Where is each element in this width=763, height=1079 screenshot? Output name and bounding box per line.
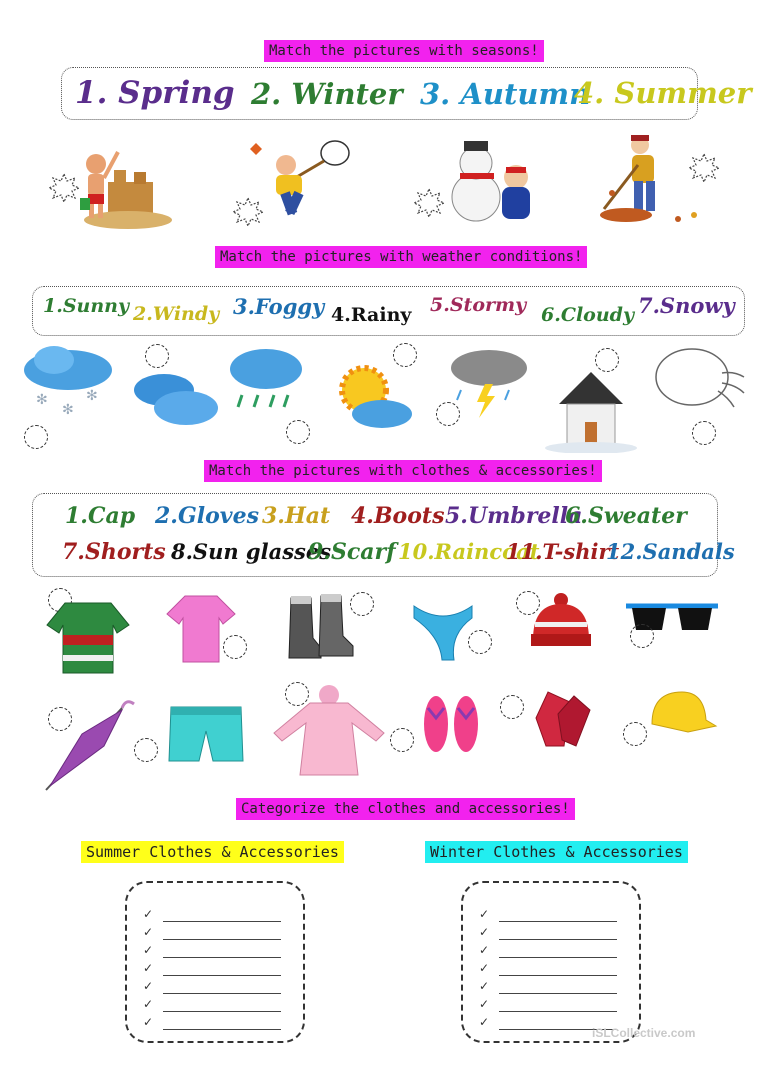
snow-cloud-picture <box>22 344 114 420</box>
clothes-word-6: 6.Sweater <box>565 503 687 529</box>
clothes-word-11: 11.T-shirt <box>506 539 620 564</box>
sandals-picture <box>420 692 482 754</box>
boots-picture <box>285 592 357 660</box>
check-icon: ✓ <box>479 907 490 921</box>
answer-circle-c11[interactable] <box>500 695 524 719</box>
check-icon: ✓ <box>143 907 154 921</box>
weather-word-2: 2.Windy <box>133 303 220 325</box>
clouds-picture <box>130 370 220 428</box>
winter-answer-box <box>461 881 641 1043</box>
answer-circle-w7[interactable] <box>692 421 716 445</box>
answer-circle-w4[interactable] <box>393 343 417 367</box>
clothes-header: Match the pictures with clothes & accessories! <box>204 460 602 482</box>
weather-word-1: 1.Sunny <box>43 295 130 317</box>
clothes-word-10: 10.Raincoat <box>398 539 540 564</box>
summer-line-2[interactable] <box>143 925 281 940</box>
storm-cloud-picture <box>447 346 529 420</box>
summer-line-6[interactable] <box>143 997 281 1012</box>
umbrella-picture <box>42 698 140 794</box>
season-word-2: 2. Winter <box>251 77 403 111</box>
clothes-word-2: 2.Gloves <box>155 503 259 529</box>
check-icon: ✓ <box>479 943 490 957</box>
check-icon: ✓ <box>143 997 154 1011</box>
clothes-word-1: 1.Cap <box>65 503 136 529</box>
answer-circle-c6[interactable] <box>630 624 654 648</box>
snowman-child-picture <box>450 137 545 227</box>
answer-circle-w1[interactable] <box>24 425 48 449</box>
shorts-picture <box>167 703 245 767</box>
winter-line-4[interactable] <box>479 961 617 976</box>
check-icon: ✓ <box>143 943 154 957</box>
check-icon: ✓ <box>479 961 490 975</box>
beach-boy-sandcastle-picture <box>78 142 173 230</box>
check-icon: ✓ <box>143 961 154 975</box>
scarf-picture <box>410 598 476 664</box>
answer-circle-c10[interactable] <box>390 728 414 752</box>
categorize-header: Categorize the clothes and accessories! <box>236 798 575 820</box>
weather-word-4: 4.Rainy <box>331 304 412 326</box>
summer-line-5[interactable] <box>143 979 281 994</box>
summer-line-1[interactable] <box>143 907 281 922</box>
snowy-house-picture <box>545 368 637 453</box>
clothes-word-9: 9.Scarf <box>308 539 396 565</box>
seasons-header: Match the pictures with seasons! <box>264 40 544 62</box>
check-icon: ✓ <box>479 1015 490 1029</box>
answer-star-3[interactable] <box>413 187 445 219</box>
winter-line-3[interactable] <box>479 943 617 958</box>
clothes-word-7: 7.Shorts <box>62 539 166 565</box>
watermark: iSLCollective.com <box>592 1026 696 1040</box>
answer-star-2[interactable] <box>232 196 264 228</box>
weather-word-6: 6.Cloudy <box>541 304 634 326</box>
svg-text:✻: ✻ <box>62 402 74 418</box>
winter-line-5[interactable] <box>479 979 617 994</box>
answer-circle-c8[interactable] <box>134 738 158 762</box>
season-word-4: 4. Summer <box>574 76 752 110</box>
answer-circle-w2[interactable] <box>145 344 169 368</box>
answer-circle-w6[interactable] <box>595 348 619 372</box>
check-icon: ✓ <box>479 979 490 993</box>
svg-text:✻: ✻ <box>36 392 48 408</box>
check-icon: ✓ <box>479 925 490 939</box>
weather-header: Match the pictures with weather conditions! <box>215 246 587 268</box>
answer-circle-c2[interactable] <box>223 635 247 659</box>
winter-line-2[interactable] <box>479 925 617 940</box>
clothes-word-5: 5.Umbrella <box>445 503 583 529</box>
answer-circle-c12[interactable] <box>623 722 647 746</box>
cap-picture <box>648 688 718 738</box>
summer-line-7[interactable] <box>143 1015 281 1030</box>
winter-line-6[interactable] <box>479 997 617 1012</box>
answer-circle-w5[interactable] <box>436 402 460 426</box>
clothes-word-8: 8.Sun glasses <box>171 539 332 564</box>
season-word-3: 3. Autumn <box>420 77 591 111</box>
answer-circle-c4[interactable] <box>468 630 492 654</box>
check-icon: ✓ <box>479 997 490 1011</box>
winter-hat-picture <box>527 592 595 650</box>
sweater-picture <box>45 595 131 677</box>
wind-cloud-picture <box>652 343 748 415</box>
summer-answer-box <box>125 881 305 1043</box>
check-icon: ✓ <box>143 1015 154 1029</box>
svg-text:✻: ✻ <box>86 388 98 404</box>
answer-circle-w3[interactable] <box>286 420 310 444</box>
check-icon: ✓ <box>143 925 154 939</box>
raincoat-picture <box>272 683 387 778</box>
answer-circle-c3[interactable] <box>350 592 374 616</box>
summer-list-title: Summer Clothes & Accessories <box>81 841 344 863</box>
weather-word-5: 5.Stormy <box>430 294 527 316</box>
answer-star-4[interactable] <box>688 152 720 184</box>
winter-list-title: Winter Clothes & Accessories <box>425 841 688 863</box>
season-word-1: 1. Spring <box>75 75 235 111</box>
sun-cloud-picture <box>330 358 412 432</box>
gloves-picture <box>530 688 592 750</box>
winter-line-1[interactable] <box>479 907 617 922</box>
weather-word-7: 7.Snowy <box>638 293 735 318</box>
clothes-word-4: 4.Boots <box>351 503 445 529</box>
clothes-word-12: 12.Sandals <box>606 539 735 564</box>
summer-line-4[interactable] <box>143 961 281 976</box>
weather-word-3: 3.Foggy <box>233 294 325 319</box>
answer-star-1[interactable] <box>48 172 80 204</box>
rain-cloud-picture <box>228 345 303 417</box>
summer-line-3[interactable] <box>143 943 281 958</box>
check-icon: ✓ <box>143 979 154 993</box>
clothes-word-3: 3.Hat <box>262 503 331 529</box>
